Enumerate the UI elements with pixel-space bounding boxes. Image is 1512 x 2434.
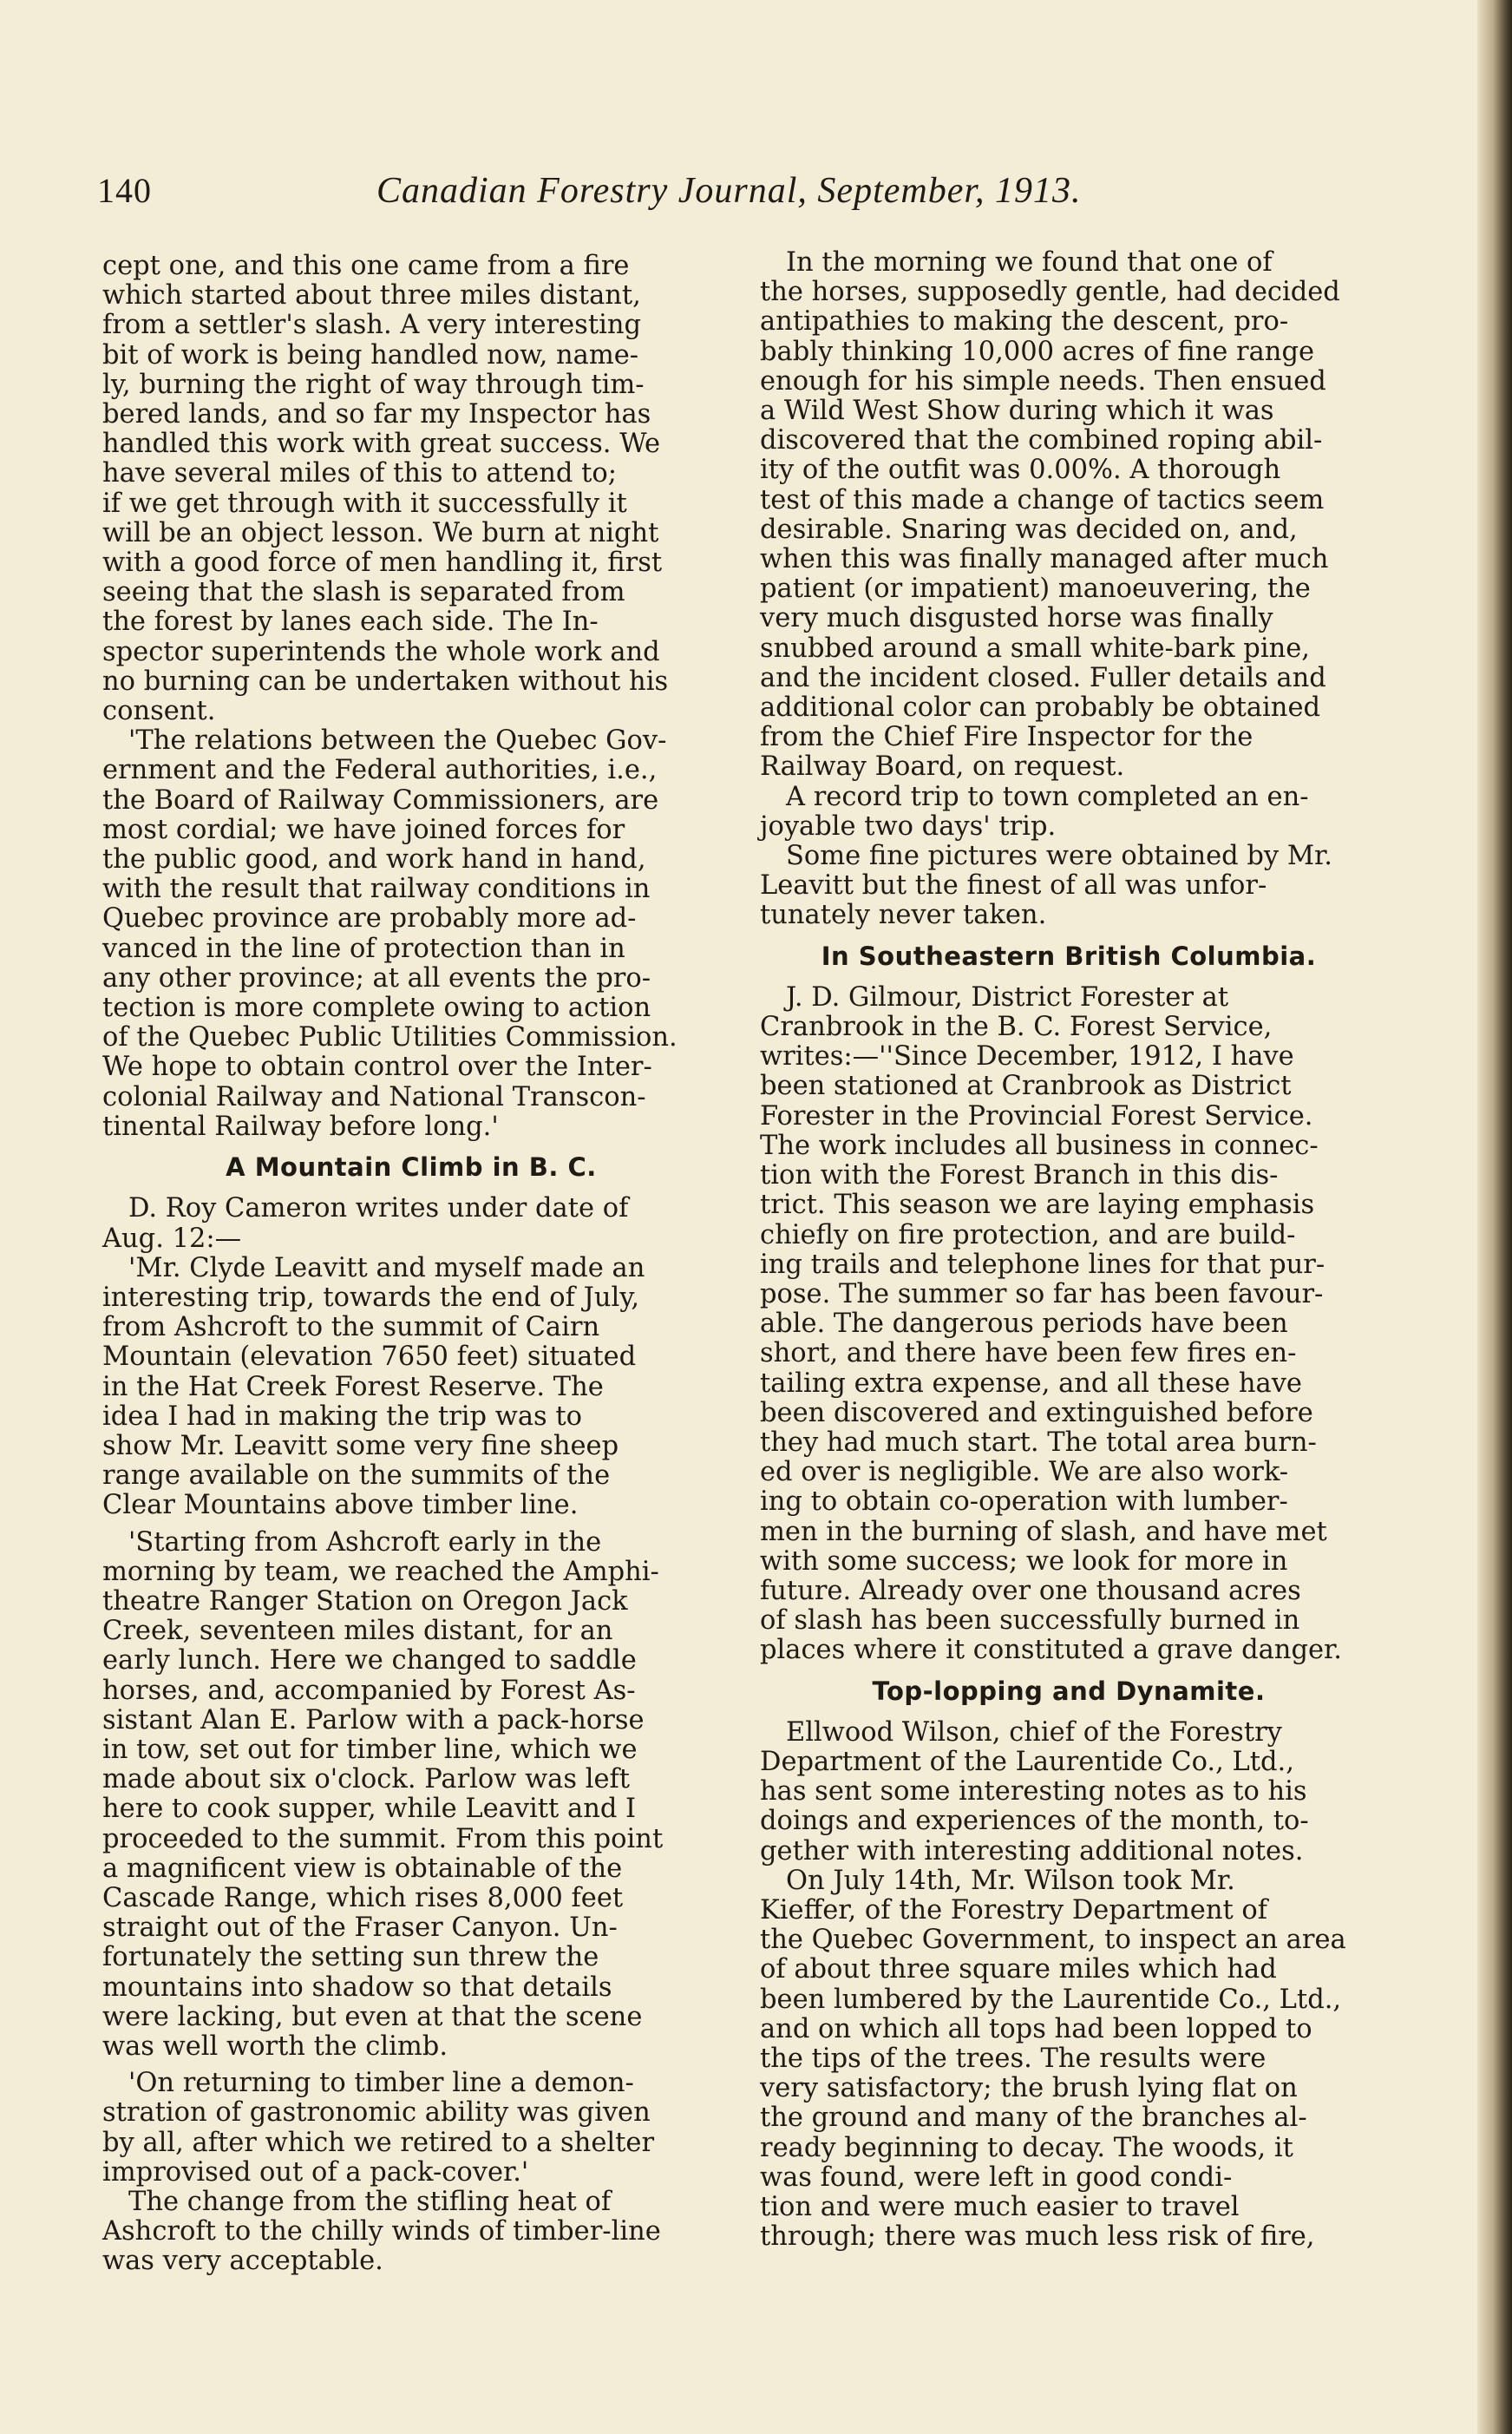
section-heading: Top-lopping and Dynamite. — [872, 1676, 1266, 1706]
paragraph: 'Starting from Ashcroft early in the morning by team, we reached the Amphi- theatre Ranger Station on Oregon Jack Creek, seventeen miles distant, for an early lunch. Here we changed to saddle horses, and, accompanied by Forest As- sistant Alan E. Parlow with a pack-horse in tow, set out for timber line, which we made about six o'clock. Parlow was left here to cook supper, while Leavitt and I proceeded to the summit. From this point a magnificent view is obtainable of the Cascade Range, which rises 8,000 feet straight out of the Fraser Canyon. Un- fortunately the setting sun threw the mountains into shadow so that details were lacking, but even at that the scene was well worth the climb. — [102, 1526, 664, 2062]
paragraph: A record trip to town completed an en- joyable two days' trip. — [760, 781, 1309, 842]
section-heading: In Southeastern British Columbia. — [821, 941, 1317, 971]
paragraph: 'The relations between the Quebec Gov- ernment and the Federal authorities, i.e., the Board of Railway Commissioners, are most cordial; we have joined forces for the public good, and work hand in hand, with the result that railway conditions in Quebec province are probably more ad- vanced in the line of protection than in any other province; at all events the pro- tection is more complete owing to action of the Quebec Public Utilities Commission. We hope to obtain control over the Inter- colonial Railway and National Transcon- tinental Railway before long.' — [102, 725, 677, 1142]
paragraph: Ellwood Wilson, chief of the Forestry Department of the Laurentide Co., Ltd., has sent some interesting notes as to his doings and experiences of the month, to- gether with interesting additional notes. — [760, 1716, 1309, 1867]
running-title: Canadian Forestry Journal, September, 1913. — [376, 171, 1082, 211]
paragraph: The change from the stifling heat of Ashcroft to the chilly winds of timber-line was very acceptable. — [102, 2187, 661, 2277]
paragraph: 'Mr. Clyde Leavitt and myself made an interesting trip, towards the end of July, from Ashcroft to the summit of Cairn Mountain (elevation 7650 feet) situated in the Hat Creek Forest Reserve. The idea I had in making the trip was to show Mr. Leavitt some very fine sheep range available on the summits of the Clear Mountains above timber line. — [102, 1252, 645, 1521]
paragraph: Some fine pictures were obtained by Mr. Leavitt but the finest of all was unfor- tunately never taken. — [760, 841, 1332, 931]
paragraph: In the morning we found that one of the horses, supposedly gentle, had decided antipathies to making the descent, pro- bably thinking 10,000 acres of fine range enough for his simple needs. Then ensued a Wild West Show during which it was discovered that the combined roping abil- ity of the outfit was 0.00%. A thorough test of this made a change of tactics seem desirable. Snaring was decided on, and, when this was finally managed after much patient (or impatient) manoeuvering, the very much disgusted horse was finally snubbed around a small white-bark pine, and the incident closed. Fuller details and additional color can probably be obtained from the Chief Fire Inspector for the Railway Board, on request. — [760, 247, 1340, 783]
paragraph: J. D. Gilmour, District Forester at Cranbrook in the B. C. Forest Service, writes:—''Since December, 1912, I have been stationed at Cranbrook as District Forester in the Provincial Forest Service. The work includes all business in connec- tion with the Forest Branch in this dis- trict. This season we are laying emphasis chiefly on fire protection, and are build- ing trails and telephone lines for that pur- pose. The summer so far has been favour- able. The dangerous periods have been short, and there have been few fires en- tailing extra expense, and all these have been discovered and extinguished before they had much start. The total area burn- ed over is negligible. We are also work- ing to obtain co-operation with lumber- men in the burning of slash, and have met with some success; we look for more in future. Already over one thousand acres of slash has been successfully burned in places where it constituted a grave danger. — [760, 981, 1342, 1666]
right-column — [760, 248, 1378, 2252]
left-column — [102, 252, 720, 2277]
paragraph: cept one, and this one came from a fire which started about three miles distant, from a settler's slash. A very interesting bit of work is being handled now, name- ly, burning the right of way through tim- bered lands, and so far my Inspector has handled this work with great success. We have several miles of this to attend to; if we get through with it successfully it will be an object lesson. We burn at night with a good force of men handling it, first seeing that the slash is separated from the forest by lanes each side. The In- spector superintends the whole work and no burning can be undertaken without his consent. — [102, 251, 669, 727]
paragraph: On July 14th, Mr. Wilson took Mr. Kieffer, of the Forestry Department of the Quebec Government, to inspect an area of about three square miles which had been lumbered by the Laurentide Co., Ltd., and on which all tops had been lopped to the tips of the trees. The results were very satisfactory; the brush lying flat on the ground and many of the branches al- ready beginning to decay. The woods, it was found, were left in good condi- tion and were much easier to travel through; there was much less risk of fire, — [760, 1865, 1346, 2253]
page-binding-edge — [1477, 0, 1512, 2434]
section-heading: A Mountain Climb in B. C. — [226, 1152, 597, 1183]
page-header — [97, 170, 1121, 222]
paragraph: 'On returning to timber line a demon- stration of gastronomic ability was given by all, after which we retired to a shelter improvised out of a pack-cover.' — [102, 2068, 655, 2188]
page-number: 140 — [97, 171, 152, 210]
paragraph: D. Roy Cameron writes under date of Aug. 12:— — [102, 1193, 629, 1254]
